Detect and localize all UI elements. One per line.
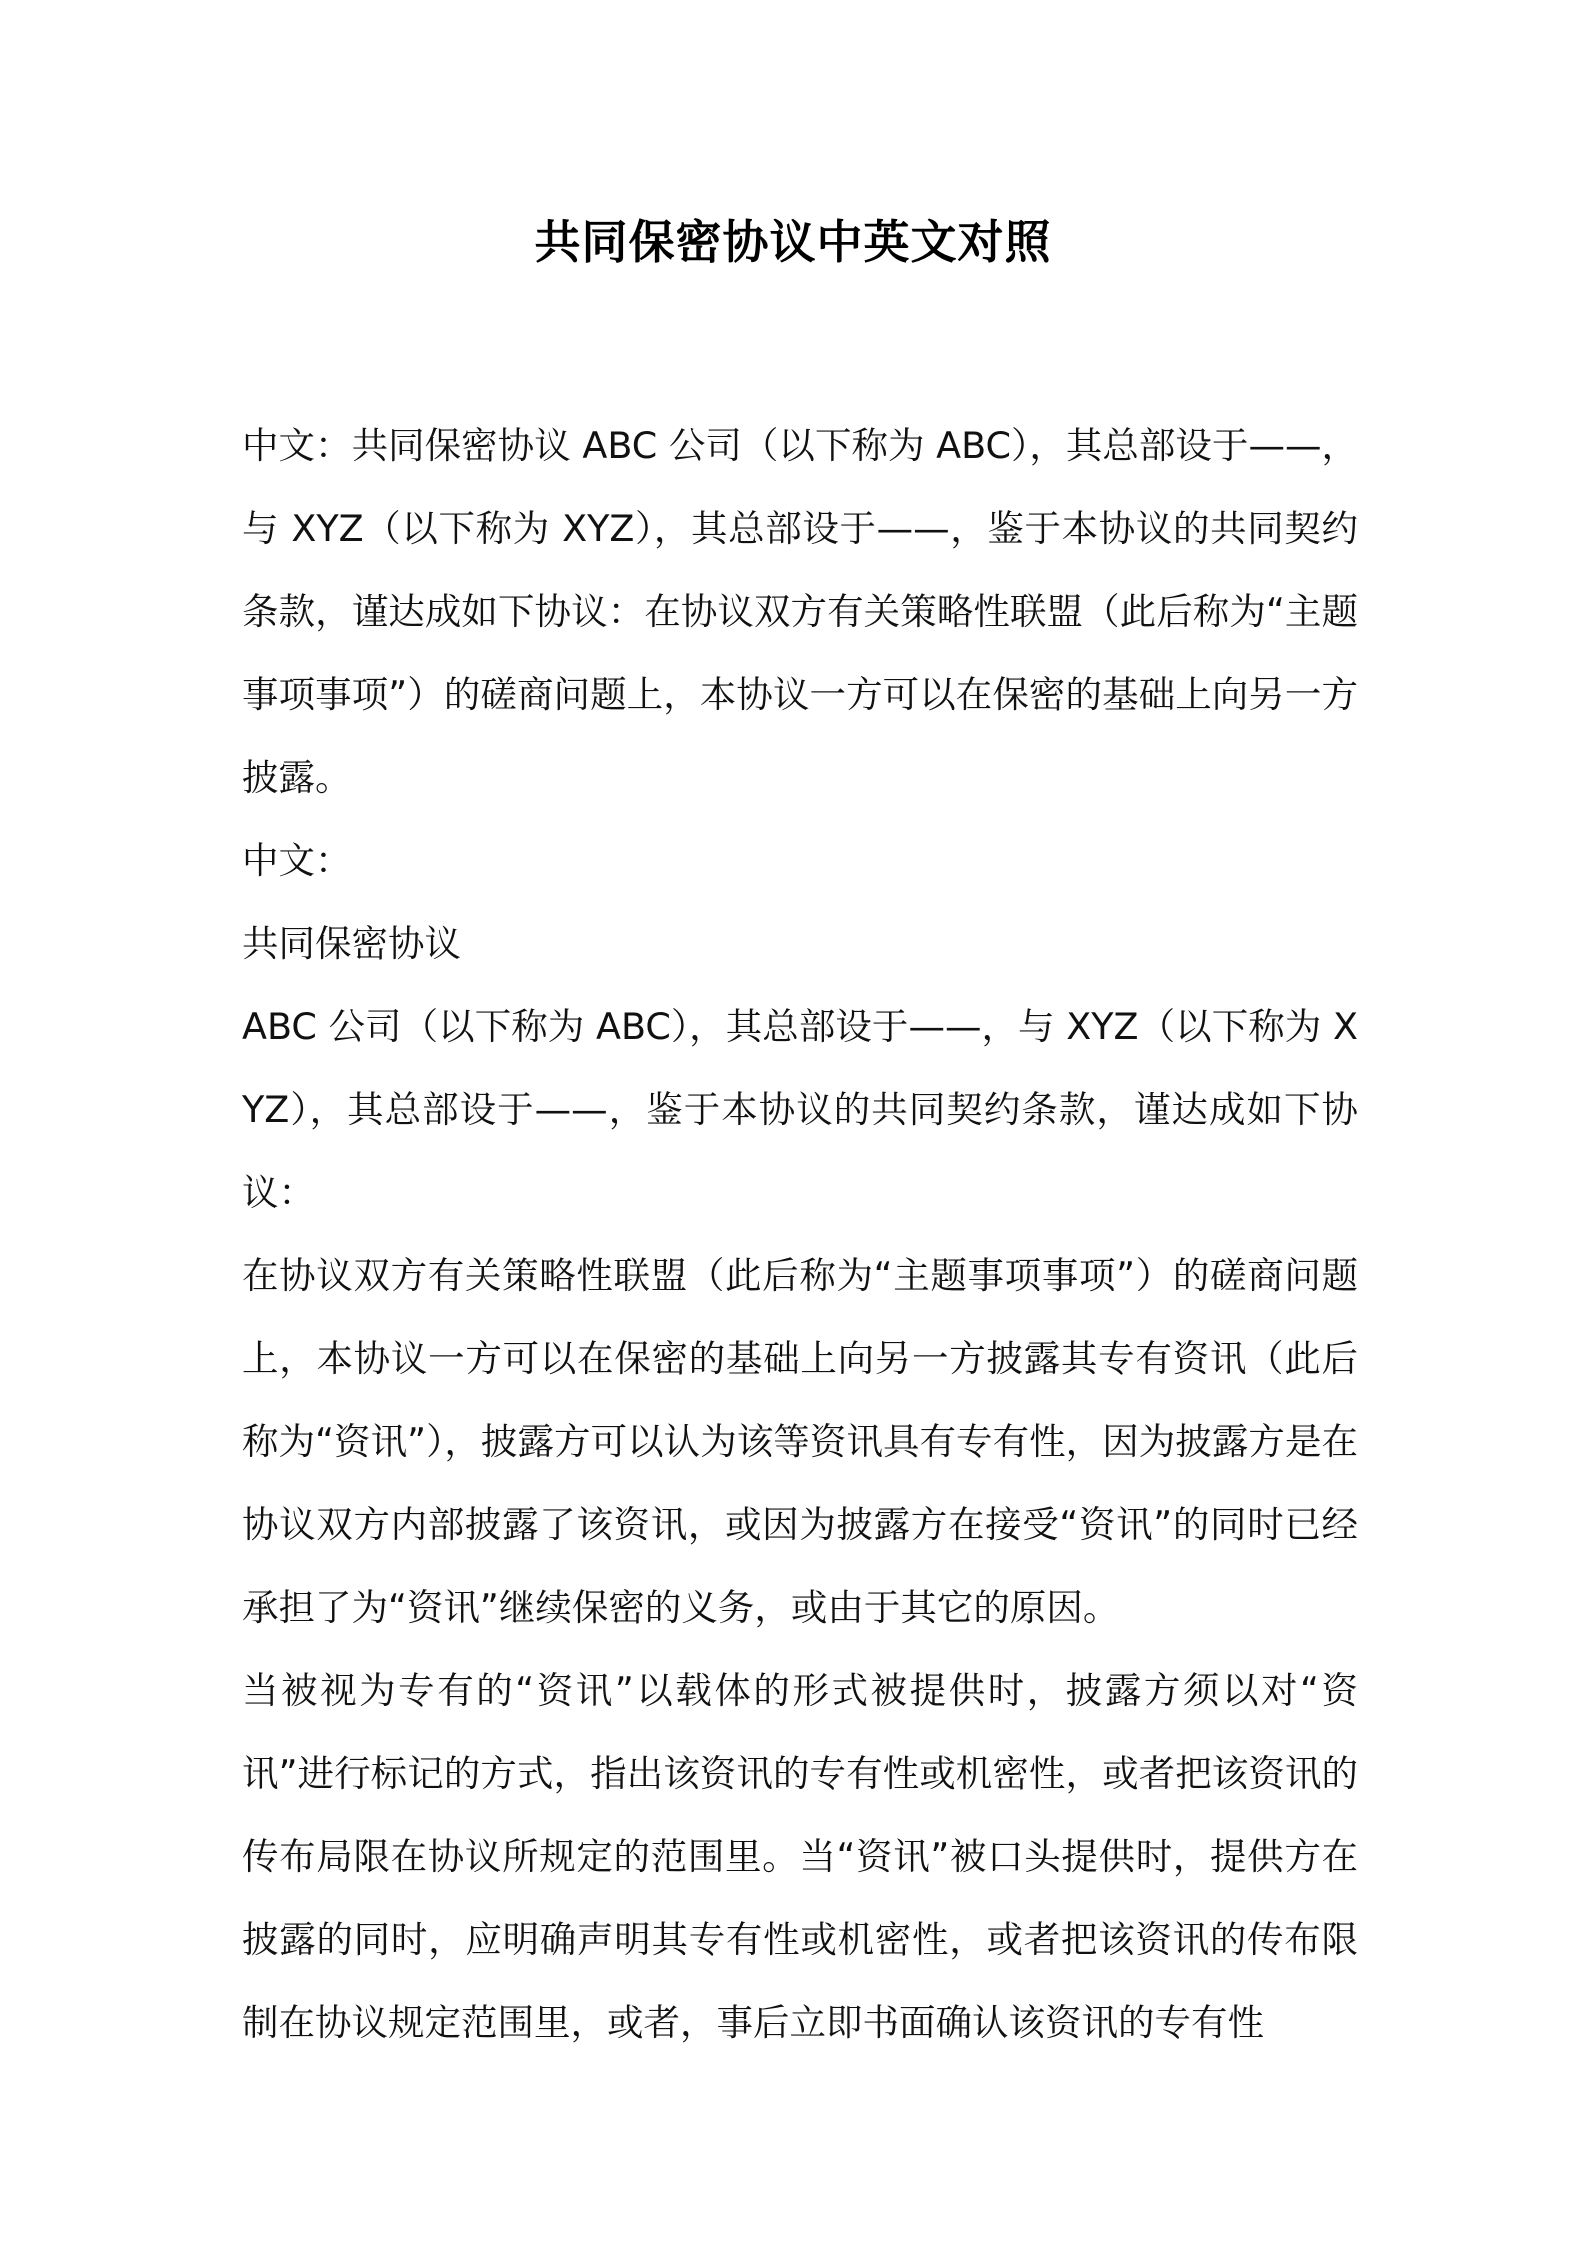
document-title: 共同保密协议中英文对照 [534,215,1052,269]
document-body [242,404,1358,2064]
paragraph-parties: ABC 公司（以下称为 ABC），其总部设于——，与 XYZ（以下称为 XYZ），其总部设于——，鉴于本协议的共同契约条款，谨达成如下协议： [242,1005,1358,1214]
paragraph-heading: 共同保密协议 [242,922,461,965]
paragraph-disclosure: 在协议双方有关策略性联盟（此后称为“主题事项事项”）的磋商问题上，本协议一方可以在保密的基础上向另一方披露其专有资讯（此后称为“资讯”），披露方可以认为该等资讯具有专有性，因为披露方是在协议双方内部披露了该资讯，或因为披露方在接受“资讯”的同时已经承担了为“资讯”继续保密的义务，或由于其它的原因。 [242,1254,1358,1629]
paragraph-section-label: 中文： [242,839,352,882]
paragraph-marking: 当被视为专有的“资讯”以载体的形式被提供时，披露方须以对“资讯”进行标记的方式，指出该资讯的专有性或机密性，或者把该资讯的传布局限在协议所规定的范围里。当“资讯”被口头提供时，提供方在披露的同时，应明确声明其专有性或机密性，或者把该资讯的传布限制在协议规定范围里，或者，事后立即书面确认该资讯的专有性 [242,1669,1358,2044]
paragraph-intro: 中文：共同保密协议 ABC 公司（以下称为 ABC），其总部设于——，与 XYZ（以下称为 XYZ），其总部设于——，鉴于本协议的共同契约条款，谨达成如下协议：在协议双方有关策略性联盟（此后称为“主题事项事项”）的磋商问题上，本协议一方可以在保密的基础上向另一方披露。 [242,424,1358,799]
